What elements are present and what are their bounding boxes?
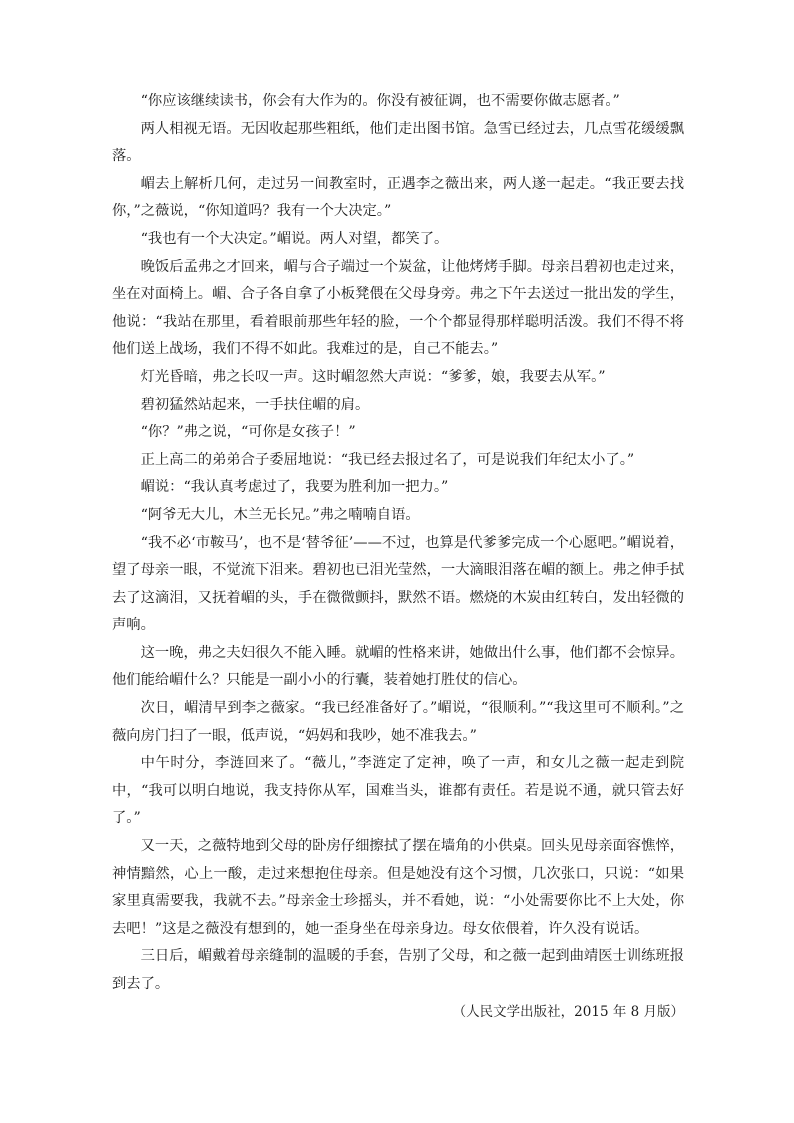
paragraph-7: 碧初猛然站起来，一手扶住嵋的肩。 xyxy=(140,396,370,413)
paragraph-13: 这一晚，弗之夫妇很久不能入睡。就嵋的性格来讲，她做出什么事，他们都不会惊异。他们能给嵋什么？只能是一副小小的行囊，装着她打胜仗的信心。 xyxy=(112,644,684,689)
paragraph-5: 晚饭后孟弗之才回来，嵋与合子端过一个炭盆，让他烤烤手脚。母亲吕碧初也走过来，坐在对面椅上。嵋、合子各自拿了小板凳偎在父母身旁。弗之下午去送过一批出发的学生，他说：“我站在那里，看着眼前那些年轻的脸，一个个都显得那样聪明活泼。我们不得不将他们送上战场，我们不得不如此。我难过的是，自己不能去。” xyxy=(112,258,684,358)
paragraph-17: 三日后，嵋戴着母亲缝制的温暖的手套，告别了父母，和之薇一起到曲靖医士训练班报到去了。 xyxy=(112,948,684,992)
paragraph-6: 灯光昏暗，弗之长叹一声。这时嵋忽然大声说：“爹爹，娘，我要去从军。” xyxy=(140,368,606,385)
paragraph-10: 嵋说：“我认真考虑过了，我要为胜利加一把力。” xyxy=(140,479,449,496)
paragraph-14: 次日，嵋清早到李之薇家。“我已经准备好了。”嵋说，“很顺利。”“我这里可不顺利。”之薇向房门扫了一眼，低声说，“妈妈和我吵，她不准我去。” xyxy=(112,700,684,744)
paragraph-11: “阿爷无大儿，木兰无长兄。”弗之喃喃自语。 xyxy=(140,506,420,523)
paragraph-8: “你？”弗之说，“可你是女孩子！” xyxy=(140,424,356,441)
paragraph-2: 两人相视无语。无因收起那些粗纸，他们走出图书馆。急雪已经过去，几点雪花缓缓飘落。 xyxy=(112,120,684,165)
paragraph-16: 又一天，之薇特地到父母的卧房仔细擦拭了摆在墙角的小供桌。回头见母亲面容憔悴，神情黯然，心上一酸，走过来想抱住母亲。但是她没有这个习惯，几次张口，只说：“如果家里真需要我，我就不去。”母亲金士珍摇头，并不看她，说：“小处需要你比不上大处，你去吧！”这是之薇没有想到的，她一歪身坐在母亲身边。母女依偎着，许久没有说话。 xyxy=(112,838,684,937)
paragraph-3: 嵋去上解析几何，走过另一间教室时，正遇李之薇出来，两人遂一起走。“我正要去找你，”之薇说，“你知道吗？我有一个大决定。” xyxy=(112,175,684,220)
source-citation: （人民文学出版社，2015 年 8 月版） xyxy=(452,1003,684,1020)
paragraph-1: “你应该继续读书，你会有大作为的。你没有被征调，也不需要你做志愿者。” xyxy=(140,93,620,109)
paragraph-9: 正上高二的弟弟合子委屈地说：“我已经去报过名了，可是说我们年纪太小了。” xyxy=(140,451,635,468)
paragraph-15: 中午时分，李涟回来了。“薇儿，”李涟定了定神，唤了一声，和女儿之薇一起走到院中，“我可以明白地说，我支持你从军，国难当头，谁都有责任。若是说不通，就只管去好了。” xyxy=(112,755,684,827)
document-page xyxy=(112,88,684,1026)
paragraph-4: “我也有一个大决定。”嵋说。两人对望，都笑了。 xyxy=(140,230,449,247)
paragraph-12: “我不必‘市鞍马’，也不是‘替爷征’——不过，也算是代爹爹完成一个心愿吧。”嵋说着，望了母亲一眼，不觉流下泪来。碧初也已泪光莹然，一大滴眼泪落在嵋的额上。弗之伸手拭去了这滴泪，又抚着嵋的头，手在微微颤抖，默然不语。燃烧的木炭由红转白，发出轻微的声响。 xyxy=(112,534,684,634)
